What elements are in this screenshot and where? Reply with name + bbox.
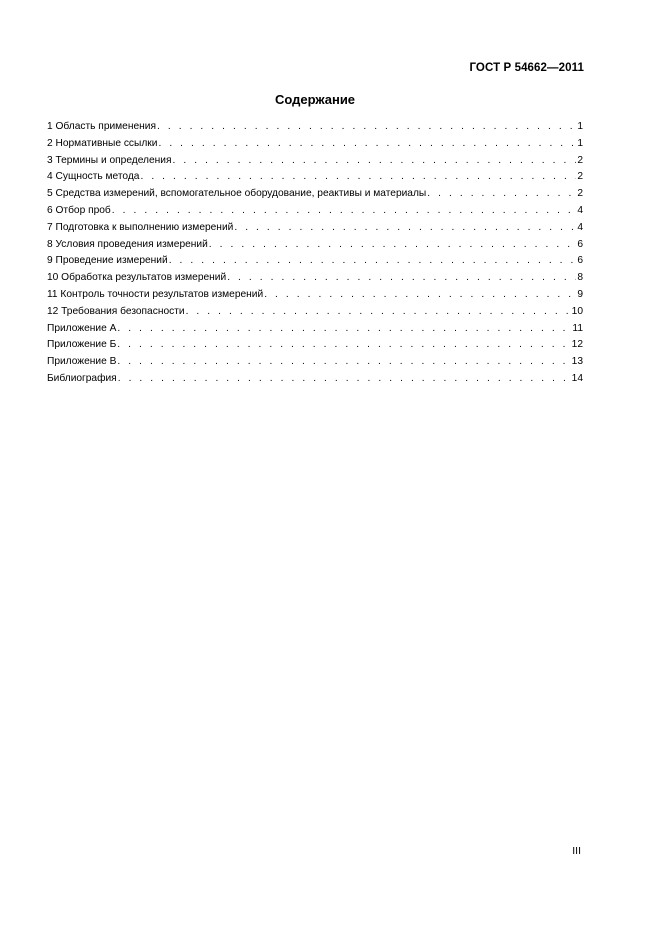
toc-entry-page: 10: [571, 305, 583, 317]
toc-entry[interactable]: [47, 119, 583, 136]
toc-entry[interactable]: [47, 304, 583, 321]
toc-dot-leader: [112, 203, 577, 220]
toc-entry-page: 13: [571, 356, 583, 368]
toc-dot-leader: [209, 237, 577, 254]
toc-entry-label: 10 Обработка результатов измерений: [47, 272, 227, 284]
toc-dot-leader: [234, 220, 576, 237]
toc-entry-label: 6 Отбор проб: [47, 204, 111, 216]
toc-entry[interactable]: [47, 203, 583, 220]
toc-entry-label: 9 Проведение измерений: [47, 255, 168, 267]
toc-entry-page: 4: [577, 204, 583, 216]
toc-dot-leader: [140, 169, 576, 186]
table-of-contents: [47, 119, 583, 388]
toc-entry-page: 2: [577, 171, 583, 183]
toc-dot-leader: [117, 337, 570, 354]
toc-entry-label: 8 Условия проведения измерений: [47, 238, 208, 250]
toc-entry[interactable]: [47, 169, 583, 186]
toc-entry-label: Приложение В: [47, 356, 117, 368]
toc-entry[interactable]: [47, 136, 583, 153]
toc-dot-leader: [117, 354, 570, 371]
toc-entry-page: 6: [577, 238, 583, 250]
toc-entry-label: 12 Требования безопасности: [47, 305, 185, 317]
toc-entry-page: 8: [577, 272, 583, 284]
toc-entry[interactable]: [47, 186, 583, 203]
page-number: III: [572, 845, 581, 857]
toc-entry-label: 7 Подготовка к выполнению измерений: [47, 221, 234, 233]
toc-entry-label: Приложение А: [47, 322, 117, 334]
toc-dot-leader: [158, 136, 576, 153]
toc-entry[interactable]: [47, 354, 583, 371]
toc-entry[interactable]: [47, 371, 583, 388]
toc-entry-page: 9: [577, 288, 583, 300]
toc-entry[interactable]: [47, 287, 583, 304]
toc-entry[interactable]: [47, 337, 583, 354]
toc-entry[interactable]: [47, 270, 583, 287]
toc-entry-page: 1: [577, 137, 583, 149]
toc-entry-page: 2: [577, 188, 583, 200]
toc-dot-leader: [157, 119, 576, 136]
toc-dot-leader: [227, 270, 576, 287]
toc-entry-label: 3 Термины и определения: [47, 154, 172, 166]
toc-entry-label: 11 Контроль точности результатов измерений: [47, 288, 264, 300]
toc-entry[interactable]: [47, 153, 583, 170]
toc-dot-leader: [169, 253, 577, 270]
toc-dot-leader: [264, 287, 576, 304]
toc-entry-label: 1 Область применения: [47, 121, 156, 132]
document-code: ГОСТ Р 54662—2011: [469, 62, 584, 74]
toc-entry-label: Приложение Б: [47, 339, 117, 351]
toc-entry-label: 5 Средства измерений, вспомогательное оборудование, реактивы и материалы: [47, 188, 427, 200]
toc-entry-page: 11: [572, 322, 583, 334]
toc-entry-page: 12: [571, 339, 583, 351]
toc-dot-leader: [186, 304, 571, 321]
toc-dot-leader: [427, 186, 576, 203]
toc-entry[interactable]: [47, 321, 583, 338]
toc-dot-leader: [172, 153, 576, 170]
toc-dot-leader: [117, 321, 571, 338]
toc-entry[interactable]: [47, 220, 583, 237]
toc-title: Содержание: [274, 92, 356, 107]
toc-entry-page: 4: [577, 221, 583, 233]
toc-entry-page: 1: [577, 121, 583, 132]
toc-dot-leader: [118, 371, 571, 388]
toc-entry[interactable]: [47, 253, 583, 270]
toc-entry-label: 4 Сущность метода: [47, 171, 140, 183]
toc-entry-page: 2: [577, 154, 583, 166]
toc-entry-page: 14: [571, 372, 583, 384]
toc-entry-label: 2 Нормативные ссылки: [47, 137, 158, 149]
toc-entry-page: 6: [577, 255, 583, 267]
toc-entry-label: Библиография: [47, 372, 117, 384]
toc-entry[interactable]: [47, 237, 583, 254]
